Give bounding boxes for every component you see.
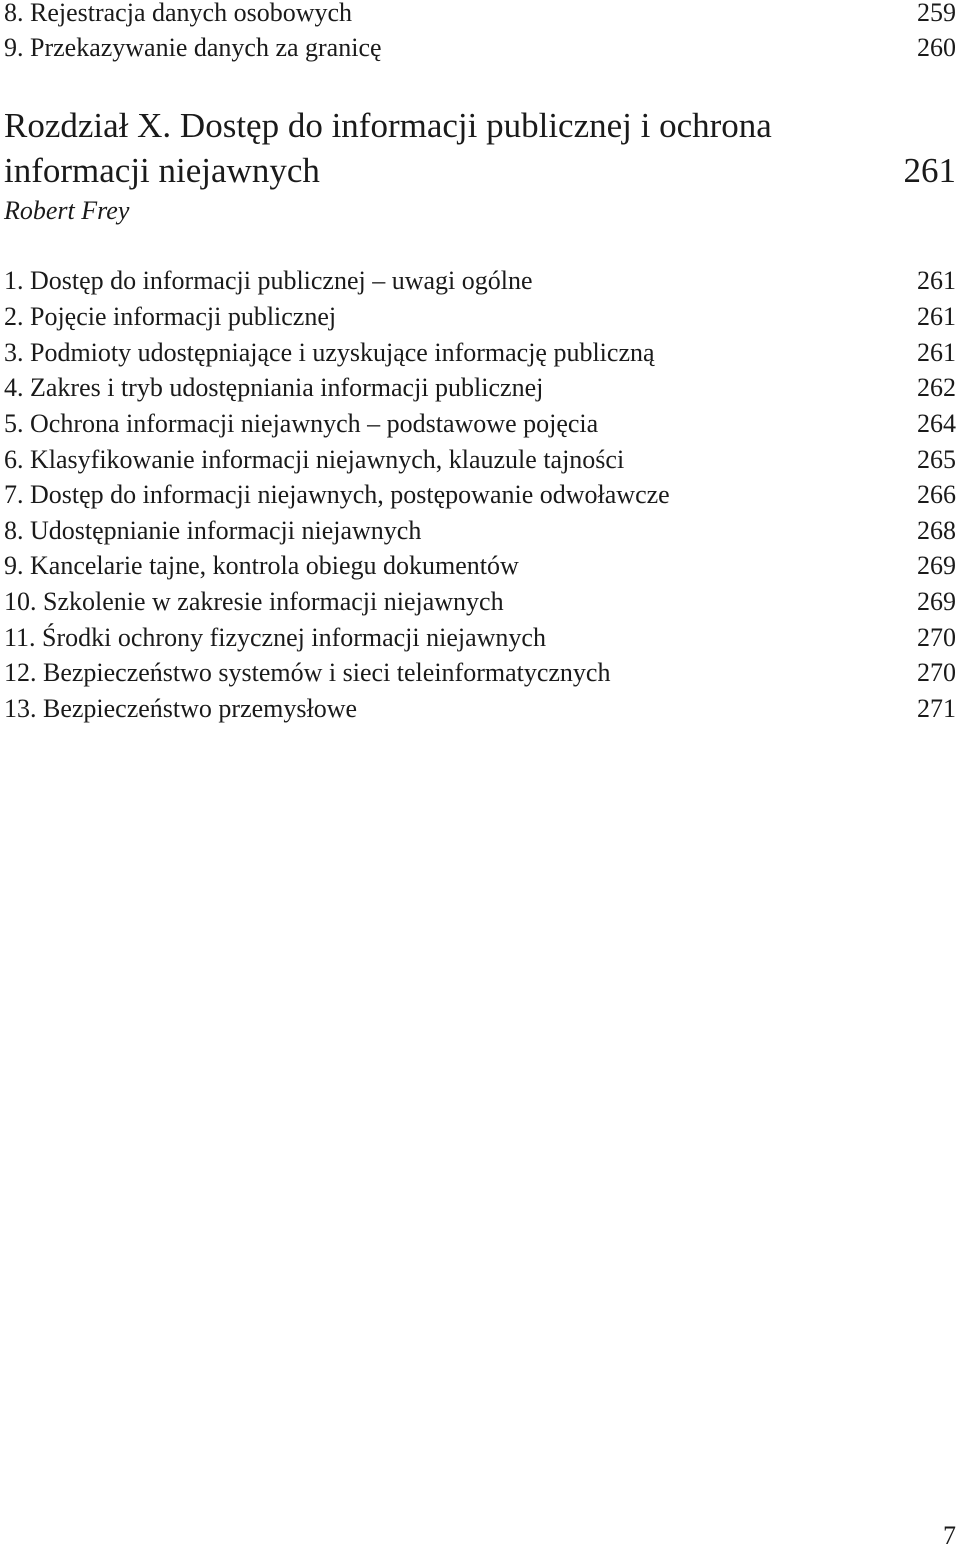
toc-entry-page: 268 xyxy=(917,516,956,545)
toc-entry-title: 12. Bezpieczeństwo systemów i sieci teleinformatycznych xyxy=(4,658,611,687)
toc-entry-title: 9. Kancelarie tajne, kontrola obiegu dokumentów xyxy=(4,551,519,580)
chapter-title-line2: informacji niejawnych xyxy=(4,151,320,190)
toc-entry-page: 261 xyxy=(917,338,956,367)
toc-entry xyxy=(4,337,956,369)
toc-entry-page: 264 xyxy=(917,409,956,438)
toc-entry-title: 8. Rejestracja danych osobowych xyxy=(4,0,353,27)
chapter-page: 261 xyxy=(903,151,956,190)
toc-entry-title: 1. Dostęp do informacji publicznej – uwagi ogólne xyxy=(4,266,533,295)
toc-entry-title: 6. Klasyfikowanie informacji niejawnych, klauzule tajności xyxy=(4,445,625,474)
toc-entry xyxy=(4,586,956,618)
chapter-author: Robert Frey xyxy=(4,196,130,225)
toc-entry xyxy=(4,622,956,654)
toc-entry-title: 10. Szkolenie w zakresie informacji niejawnych xyxy=(4,587,504,616)
toc-entry-title: 3. Podmioty udostępniające i uzyskujące informację publiczną xyxy=(4,338,655,367)
toc-entry xyxy=(4,444,956,476)
toc-entry-page: 261 xyxy=(917,302,956,331)
toc-entry xyxy=(4,265,956,297)
toc-entry-page: 271 xyxy=(917,694,956,723)
chapter-title xyxy=(4,103,956,149)
toc-entry xyxy=(4,550,956,582)
toc-entry-page: 266 xyxy=(917,480,956,509)
chapter-title-line2-row xyxy=(4,148,956,194)
toc-entry xyxy=(4,372,956,404)
toc-entry xyxy=(4,515,956,547)
toc-entry xyxy=(4,408,956,440)
toc-entry-title: 2. Pojęcie informacji publicznej xyxy=(4,302,337,331)
toc-entry-title: 8. Udostępnianie informacji niejawnych xyxy=(4,516,422,545)
toc-entry-page: 265 xyxy=(917,445,956,474)
toc-entry-title: 9. Przekazywanie danych za granicę xyxy=(4,33,382,62)
toc-entry-page: 261 xyxy=(917,266,956,295)
toc-entry-page: 260 xyxy=(917,33,956,62)
toc-entry-title: 4. Zakres i tryb udostępniania informacji publicznej xyxy=(4,373,544,402)
toc-entry xyxy=(4,657,956,689)
toc-entry-title: 11. Środki ochrony fizycznej informacji niejawnych xyxy=(4,623,546,652)
toc-entry-title: 7. Dostęp do informacji niejawnych, postępowanie odwoławcze xyxy=(4,480,670,509)
toc-entry xyxy=(4,301,956,333)
toc-entry xyxy=(4,479,956,511)
toc-entry-page: 259 xyxy=(917,0,956,27)
page-number: 7 xyxy=(943,1521,956,1550)
toc-entry-title: 13. Bezpieczeństwo przemysłowe xyxy=(4,694,358,723)
toc-entry-page: 269 xyxy=(917,551,956,580)
toc-entry-page: 269 xyxy=(917,587,956,616)
chapter-title-line1: Rozdział X. Dostęp do informacji publicznej i ochrona xyxy=(4,106,772,145)
toc-entry-title: 5. Ochrona informacji niejawnych – podstawowe pojęcia xyxy=(4,409,599,438)
toc-entry-page: 270 xyxy=(917,658,956,687)
toc-entry xyxy=(4,693,956,725)
toc-entry xyxy=(4,32,956,64)
toc-entry-page: 262 xyxy=(917,373,956,402)
toc-entry xyxy=(4,0,956,29)
toc-entry-page: 270 xyxy=(917,623,956,652)
